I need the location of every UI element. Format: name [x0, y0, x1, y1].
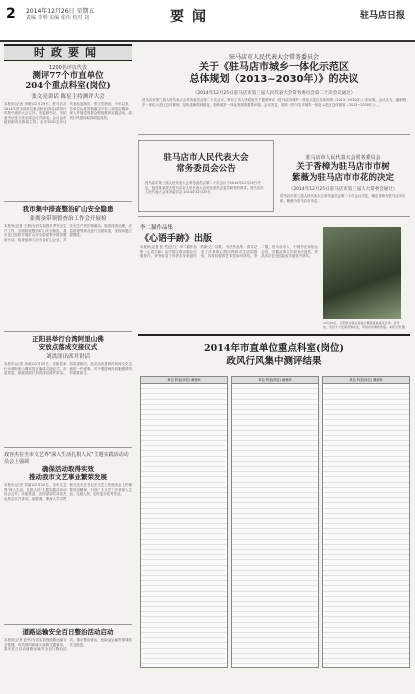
tree-headline [276, 162, 410, 184]
article-zhengyang [4, 335, 132, 444]
article-headline: 道路运输安全百日整治活动启动 [22, 628, 114, 636]
article-headline-2: 推动我市文艺事业繁荣发展 [29, 473, 107, 481]
divider [4, 624, 132, 625]
news-banner: 时政要闻 [4, 44, 132, 61]
book-kicker: 李二猫作品集 [140, 225, 174, 231]
editor-line: 责编 李明 美编 张伟 校对 刘 [26, 15, 89, 21]
article-evaluation [4, 64, 132, 198]
notice-body: 驻马店市第三届人民代表大会常务委员会第二十次会议于2014年12月25日决定，接受某某辞去驻马店市人民代表大会常务委员会委员职务的请求。驻马店市人民代表大会常务委员会 2014年12月25日 [145, 181, 264, 194]
resolution-article [138, 44, 410, 135]
notice-box [138, 140, 274, 212]
divider [4, 331, 132, 332]
resolution-headline [138, 62, 410, 86]
book-article [138, 216, 410, 329]
resolution-body: 驻马店市第三届人民代表大会常务委员会第二十次会议，审议了市人民政府关于提请审议《驻马店市城乡一体化示范区总体规划（2013~2030年）》的议案。会议认为，编制城乡一体化示范区总体规划，是推进新型城镇化、加快城乡一体化发展的重要举措。会议决定，批准《驻马店市城乡一体化示范区总体规划（2013~2030年）》。 [142, 98, 406, 107]
article-mine-safety [4, 205, 132, 328]
evaluation-headline-line2: 政风行风集中测评结果 [226, 356, 322, 367]
divider [4, 201, 132, 202]
table-row [232, 664, 318, 668]
section-title: 要闻 [170, 9, 214, 25]
evaluation-results [138, 334, 410, 672]
left-column [4, 44, 132, 672]
right-area [138, 44, 410, 672]
notice-headline-line1: 驻马店市人民代表大会 [163, 153, 249, 163]
article-headline: 我市集中排查整治矿山安全隐患 [22, 205, 114, 213]
article-headline: 正阳县举行台湾阿里山佛 [32, 335, 104, 343]
news-photo [323, 227, 401, 319]
resolution-kicker: 驻马店市人民代表大会常务委员会 [228, 54, 319, 61]
table-row [323, 664, 409, 668]
article-headline-2: 安放点落成交接仪式 [38, 343, 98, 351]
table-header: 单位 科室(岗位) 满意率 [323, 377, 409, 384]
article-body: 本报讯(记者 李明)12月25日，驻马店市2014年度市直单位重点科室(岗位)政风行风集中测评大会召开。市委副书记、市纪委书记张文亮出席会议并讲话。会议由市政府副市长陈星主持。全市1200名评议代表参加测评。张文亮指出，今年以来，各单位认真贯彻落实中央八项规定精神，深入开展党的群众路线教育实践活动，政风行风建设取得明显成效。 [4, 102, 132, 125]
tree-body: 驻马店市第三届人民代表大会常务委员会第二十次会议决定，确定香樟为驻马店市市树、紫薇为驻马店市市花。 [280, 194, 406, 203]
city-tree-article [276, 140, 410, 210]
article-subhead: 刘洪泽出席并讲话 [45, 354, 90, 360]
table-rows [141, 384, 227, 668]
table-rows [232, 384, 318, 668]
article-body: 本报讯(记者 孙涛)12月25日，正阳县举行台湾阿里山佛安放点落成交接仪式。市委常委、统战部部长刘洪泽出席并讲话。刘洪泽指出，此次活动是两岸民间文化交流的一件盛事，对于增进两岸同胞感情具有重要意义。 [4, 362, 132, 376]
book-headline: 《心语手跡》出版 [140, 234, 213, 244]
article-body: 本报讯(记者 赵军)为切实加强道路运输安全管理，有效预防和减少道路交通事故，我市近日启动道路运输安全百日整治活动，重点整治客运、危险品运输等领域的安全隐患。 [4, 638, 132, 652]
table-header: 单位 科室(岗位) 满意率 [232, 377, 318, 384]
divider [4, 447, 132, 448]
resolution-headline-line1: 关于《驻马店市城乡一体化示范区 [199, 62, 349, 73]
page-number: 2 [6, 6, 16, 22]
tree-subhead: （2014年12月25日驻马店市第三届人大常委会通过） [288, 187, 398, 192]
notice-headline-line2: 常务委员会公告 [176, 164, 236, 174]
article-culture [4, 451, 132, 621]
paper-name: 驻马店日报 [359, 11, 405, 21]
results-table-2 [231, 376, 319, 668]
tree-headline-line1: 关于香樟为驻马店市市树 [296, 162, 390, 172]
article-kicker: 1200名评议代表 [49, 65, 87, 71]
evaluation-headline-line1: 2014年市直单位重点科室(岗位) [204, 343, 344, 354]
resolution-subhead: （2014年12月25日驻马店市第三届人民代表大会常务委员会第二十次会议通过） [192, 91, 356, 96]
masthead [0, 0, 415, 42]
notice-headline [139, 153, 273, 175]
results-table-3 [322, 376, 410, 668]
book-body: 本报讯(记者 张 然)近日，李二猫作品集《心语手跡》由中国文联出版社出版发行。该书收录了作者多年来创作的散文、诗歌、书法作品等，真实记录了作者的心路历程和对生活的感悟，具有较强的艺术性和可读性。李二猫，驻马店市人，中国书法家协会会员，长期从事文学和书法创作，作品多次在全国及省市展览中获奖。 [140, 245, 318, 258]
article-subhead: 张文亮讲话 陈星主持测评大会 [31, 94, 105, 100]
article-headline: 确保活动取得实效 [42, 465, 94, 473]
tree-kicker: 驻马店市人民代表大会常务委员会 [305, 155, 381, 161]
photo-caption: 12月25日，正阳县村民在温室大棚里查看蔬菜长势。近年来，该县大力发展设施农业，带动农民增收致富。本报记者 摄 [323, 321, 405, 329]
article-kicker: 戏容杰在全市文艺界"深入生活扎根人民"主题实践活动动员会上强调 [4, 452, 129, 465]
article-road-safety [4, 628, 132, 694]
date-line: 2014年12月26日 星期五 [26, 8, 95, 15]
article-body: 本报讯(记者 刘丽)12月25日，全市文艺界"深入生活、扎根人民"主题实践活动动员会召开。市委常委、宣传部部长戏容杰出席会议并讲话。他强调，要深入学习贯彻习近平总书记在文艺工作座谈会上的重要讲话精神，引导广大文艺工作者深入生活、扎根人民，创作更多优秀作品。 [4, 483, 132, 501]
article-body: 本报讯(记者 王强)为切实加强冬季安全生产工作，全面排查整治矿山安全隐患，我市近日组织开展矿山安全隐患集中排查整治行动。检查组深入全市各矿山企业，对安全生产责任制落实、隐患排查治理、应急救援等情况进行全面检查，发现问题立即整改。 [4, 224, 132, 242]
results-table-1 [140, 376, 228, 668]
article-subhead: 张彻金带领督查治工作会开展检 [29, 216, 107, 222]
table-rows [323, 384, 409, 668]
article-headline-2: 204个重点科室(岗位) [25, 81, 111, 91]
tree-headline-line2: 紫薇为驻马店市市花的决定 [291, 173, 394, 183]
evaluation-headline [138, 342, 410, 368]
resolution-headline-line2: 总体规划（2013~2030年）》的决议 [189, 74, 359, 85]
table-row [141, 664, 227, 668]
table-header: 单位 科室(岗位) 满意率 [141, 377, 227, 384]
article-headline: 测评77个市直单位 [32, 71, 104, 81]
